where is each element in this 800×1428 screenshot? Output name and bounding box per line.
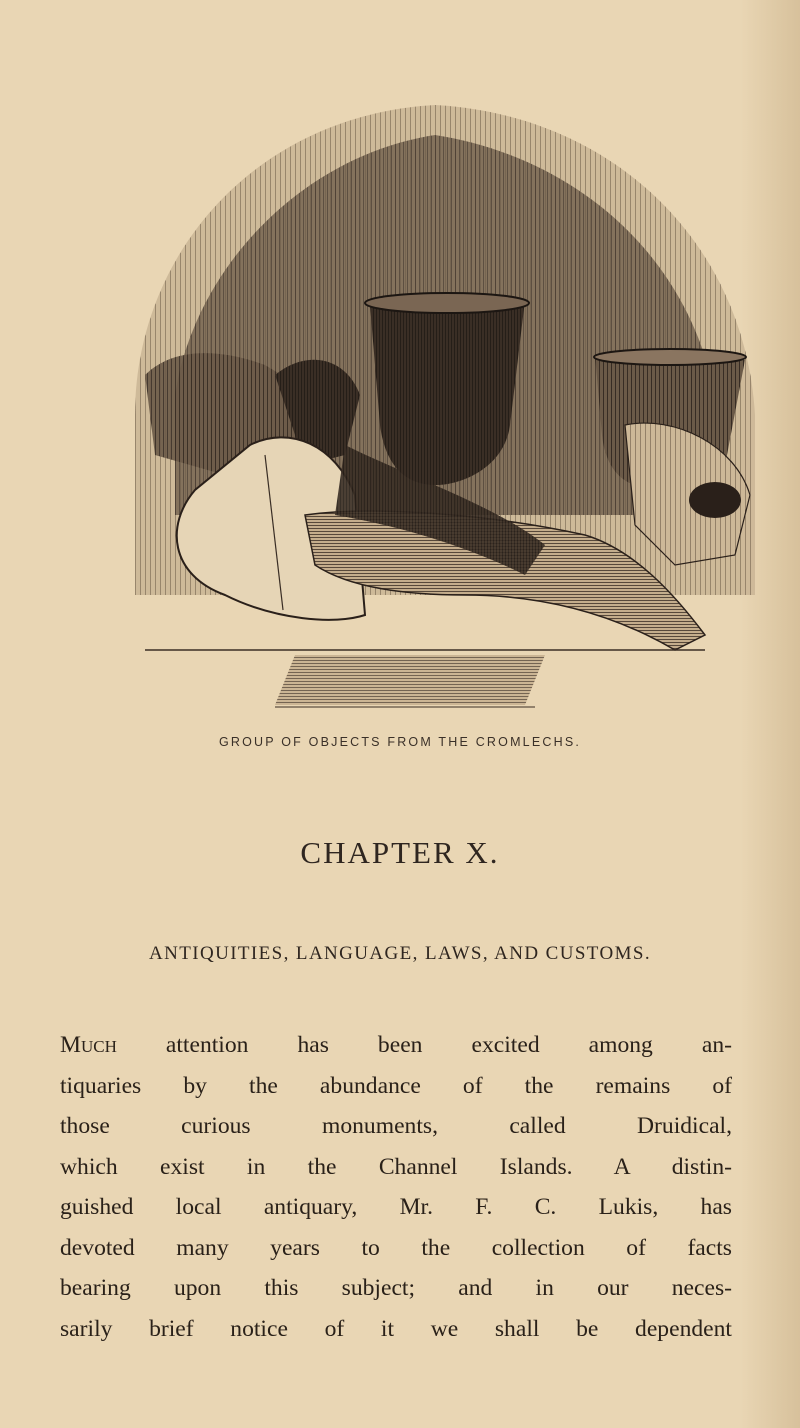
cromlech-objects-engraving xyxy=(115,95,765,715)
chapter-title: CHAPTER X. xyxy=(300,835,500,870)
chapter-subtitle: ANTIQUITIES, LANGUAGE, LAWS, AND CUSTOMS. xyxy=(148,943,652,964)
body-line: bearing upon this subject; and in our neces- xyxy=(60,1275,732,1301)
body-paragraph xyxy=(60,1025,732,1349)
body-line: guished local antiquary, Mr. F. C. Lukis, has xyxy=(60,1194,732,1220)
drop-word: Much xyxy=(60,1032,117,1058)
body-line: which exist in the Channel Islands. A distin- xyxy=(60,1153,732,1180)
body-line: those curious monuments, called Druidical, xyxy=(60,1113,732,1139)
body-line-text: attention has been excited among an- xyxy=(116,1032,732,1058)
body-line: tiquaries by the abundance of the remains of xyxy=(60,1072,732,1099)
illustration-caption: GROUP OF OBJECTS FROM THE CROMLECHS. xyxy=(218,735,582,749)
body-line: sarily brief notice of it we shall be dependent xyxy=(60,1315,732,1342)
body-line xyxy=(60,1025,732,1066)
body-line: devoted many years to the collection of facts xyxy=(60,1234,732,1261)
